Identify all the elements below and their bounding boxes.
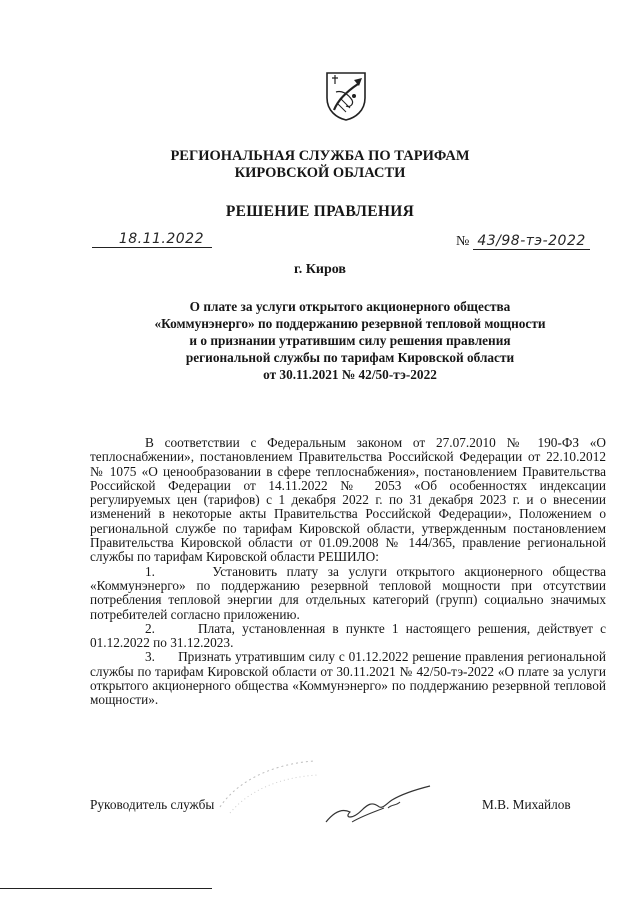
subject xyxy=(60,298,640,383)
subject-line5: от 30.11.2021 № 42/50-тэ-2022 xyxy=(263,367,437,382)
subject-line2: «Коммунэнерго» по поддержанию резервной тепловой мощности xyxy=(154,316,546,331)
document-type-title: РЕШЕНИЕ ПРАВЛЕНИЯ xyxy=(225,203,415,220)
document-body xyxy=(90,436,606,708)
stamp-trace xyxy=(210,757,320,817)
footer-rule xyxy=(0,888,212,889)
subject-line3: и о признании утратившим силу решения правления xyxy=(189,333,511,348)
city: г. Киров xyxy=(294,262,346,277)
signatory-name: М.В. Михайлов xyxy=(482,797,571,812)
org-name-line2: КИРОВСКОЙ ОБЛАСТИ xyxy=(234,165,406,181)
number-sign: № xyxy=(456,234,470,249)
item-2-paragraph: 2. Плата, установленная в пункте 1 настоящего решения, действует с 01.12.2022 по 31.12.2023. xyxy=(90,620,606,651)
org-name-line1: РЕГИОНАЛЬНАЯ СЛУЖБА ПО ТАРИФАМ xyxy=(170,148,470,164)
decision-number-value: 43/98-тэ-2022 xyxy=(473,233,589,250)
preamble-paragraph: В соответствии с Федеральным законом от 27.07.2010 № 190-ФЗ «О теплоснабжении», постановлением Правительства Российской Федерации от 22.10.2012 № 1075 «О ценообразовании в сфере теплоснабжения», постановлением Правительства Российской Федерации от 14.11.2022 № 2053 «Об особенностях индексации регулируемых цен (тарифов) с 1 декабря 2022 г. по 31 декабря 2023 г. и о внесении изменений в некоторые акты Правительства Российской Федерации», Положением о региональной службе по тарифам Кировской области, утвержденным постановлением Правительства Кировской области от 01.09.2008 № 144/365, правление региональной службы по тарифам Кировской области РЕШИЛО: xyxy=(90,435,606,565)
decision-number xyxy=(456,232,606,250)
item-3-paragraph: 3. Признать утратившим силу с 01.12.2022 решение правления региональной службы по тарифам Кировской области от 30.11.2021 № 42/50-тэ-2022 «О плате за услуги открытого акционерного общества «Коммунэнерго» по поддержанию резервной тепловой мощности». xyxy=(90,649,606,708)
subject-line1: О плате за услуги открытого акционерного общества xyxy=(189,299,511,314)
item-1-paragraph: 1. Установить плату за услуги открытого акционерного общества «Коммунэнерго» по поддержанию резервной тепловой мощности при отсутствии потребления тепловой энергии для отдельных категорий (групп) социально значимых потребителей согласно приложению. xyxy=(90,563,606,622)
decision-date xyxy=(92,231,212,248)
signatory-position: Руководитель службы xyxy=(90,797,215,812)
kirov-region-coat-of-arms-icon xyxy=(324,70,368,122)
subject-line4: региональной службы по тарифам Кировской области xyxy=(185,350,515,365)
handwritten-signature-icon xyxy=(322,782,432,830)
decision-date-value: 18.11.2022 xyxy=(118,231,204,247)
